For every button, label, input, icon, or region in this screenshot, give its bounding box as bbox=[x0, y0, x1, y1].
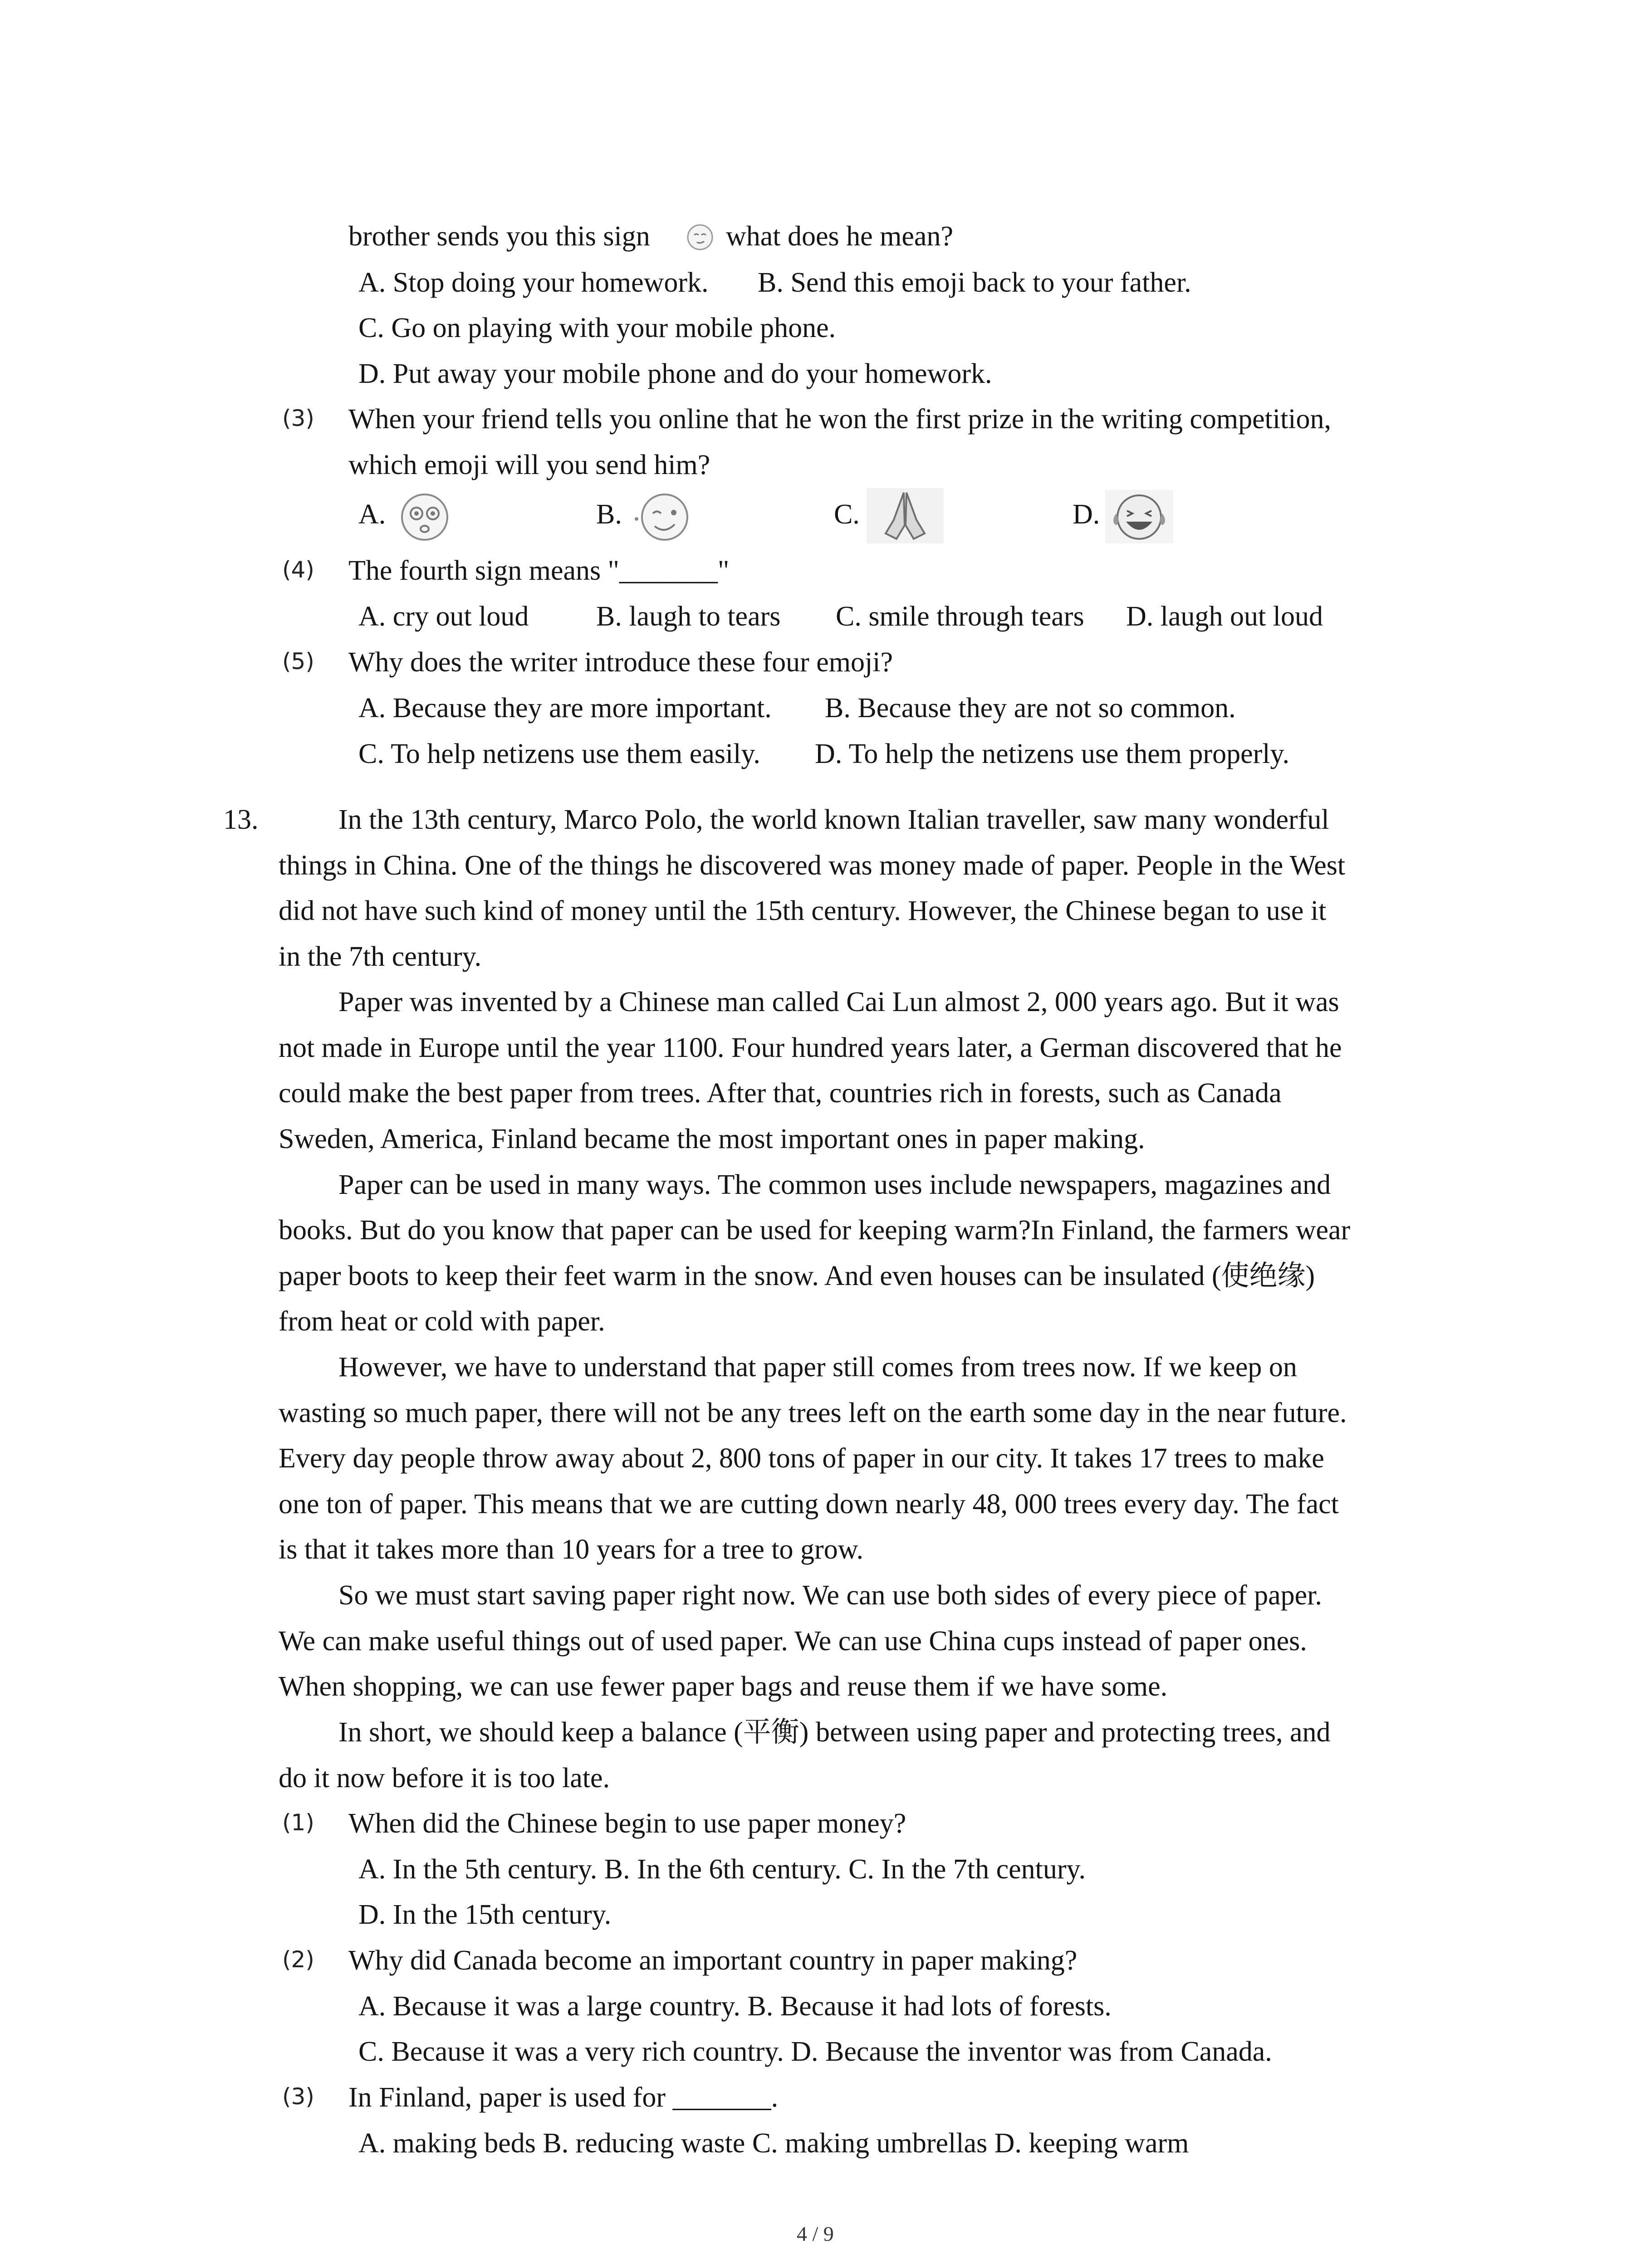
winking-face-icon bbox=[633, 491, 692, 543]
q12-5-option-a: A. Because they are more important. bbox=[358, 693, 772, 723]
q12-4-option-a: A. cry out loud bbox=[358, 601, 529, 632]
q12-intro-line bbox=[348, 222, 650, 250]
q12-3-text-line2: which emoji will you send him? bbox=[348, 450, 710, 480]
passage-line: In short, we should keep a balance (平衡) between using paper and protecting trees, and bbox=[338, 1717, 1331, 1748]
passage-line: books. But do you know that paper can be used for keeping warm?In Finland, the farmers wear bbox=[279, 1215, 1351, 1246]
q13-2-options-line2: C. Because it was a very rich country. D. Because the inventor was from Canada. bbox=[358, 2036, 1272, 2067]
passage-line: things in China. One of the things he discovered was money made of paper. People in the West bbox=[279, 850, 1346, 881]
q13-2-options-line1: A. Because it was a large country. B. Because it had lots of forests. bbox=[358, 1991, 1112, 2022]
passage-line: do it now before it is too late. bbox=[279, 1763, 610, 1794]
passage-line: not made in Europe until the year 1100. Four hundred years later, a German discovered that he bbox=[279, 1032, 1342, 1063]
q12-4-option-c: C. smile through tears bbox=[836, 601, 1084, 632]
q12-2-option-b: B. Send this emoji back to your father. bbox=[758, 267, 1191, 298]
q12-3-option-d: D. bbox=[1073, 499, 1100, 530]
q12-5-option-d: D. To help the netizens use them properly. bbox=[815, 738, 1289, 769]
passage-line: could make the best paper from trees. After that, countries rich in forests, such as Canada bbox=[279, 1078, 1282, 1109]
folded-hands-icon bbox=[867, 488, 944, 543]
q13-1-options-line2: D. In the 15th century. bbox=[358, 1899, 612, 1930]
q12-2-option-c: C. Go on playing with your mobile phone. bbox=[358, 313, 836, 343]
q13-2-text: Why did Canada become an important country in paper making? bbox=[348, 1945, 1078, 1976]
passage-line: one ton of paper. This means that we are cutting down nearly 48, 000 trees every day. The fact bbox=[279, 1489, 1339, 1520]
passage-line: Every day people throw away about 2, 800 tons of paper in our city. It takes 17 trees to make bbox=[279, 1443, 1324, 1474]
passage-line: Paper can be used in many ways. The common uses include newspapers, magazines and bbox=[338, 1169, 1331, 1200]
q13-1-number: (1) bbox=[282, 1809, 314, 1836]
q13-1-options-line1: A. In the 5th century. B. In the 6th century. C. In the 7th century. bbox=[358, 1854, 1086, 1885]
q12-intro-tail: what does he mean? bbox=[726, 221, 953, 252]
passage-line: When shopping, we can use fewer paper bags and reuse them if we have some. bbox=[279, 1671, 1168, 1702]
q12-4-option-d: D. laugh out loud bbox=[1126, 601, 1323, 632]
q12-3-option-c: C. bbox=[834, 499, 860, 530]
passage-line: paper boots to keep their feet warm in the snow. And even houses can be insulated (使绝缘) bbox=[279, 1261, 1315, 1291]
q12-3-option-b: B. bbox=[596, 499, 622, 530]
q12-5-option-c: C. To help netizens use them easily. bbox=[358, 738, 760, 769]
passage-line: In the 13th century, Marco Polo, the world known Italian traveller, saw many wonderful bbox=[338, 804, 1329, 835]
q13-2-number: (2) bbox=[282, 1946, 314, 1973]
q12-4-number: (4) bbox=[282, 557, 314, 583]
q12-5-number: (5) bbox=[282, 648, 314, 675]
q12-5-text: Why does the writer introduce these four emoji? bbox=[348, 647, 893, 678]
dizzy-face-icon bbox=[397, 491, 452, 543]
q13-3-number: (3) bbox=[282, 2083, 314, 2110]
passage-line: wasting so much paper, there will not be any trees left on the earth some day in the near future. bbox=[279, 1398, 1347, 1428]
q12-3-number: (3) bbox=[282, 405, 314, 431]
q13-3-options-line1: A. making beds B. reducing waste C. making umbrellas D. keeping warm bbox=[358, 2128, 1189, 2159]
q12-5-option-b: B. Because they are not so common. bbox=[825, 693, 1236, 723]
passage-line: So we must start saving paper right now. We can use both sides of every piece of paper. bbox=[338, 1580, 1322, 1611]
q12-4-option-b: B. laugh to tears bbox=[596, 601, 781, 632]
passage-line: We can make useful things out of used paper. We can use China cups instead of paper ones. bbox=[279, 1626, 1307, 1657]
passage-line: However, we have to understand that paper still comes from trees now. If we keep on bbox=[338, 1352, 1297, 1383]
q12-2-option-d: D. Put away your mobile phone and do your homework. bbox=[358, 358, 992, 389]
page-number: 4 / 9 bbox=[797, 2222, 834, 2245]
q12-intro-text: brother sends you this sign bbox=[348, 221, 650, 252]
q12-3-option-a: A. bbox=[358, 499, 386, 530]
passage-line: Sweden, America, Finland became the most important ones in paper making. bbox=[279, 1124, 1145, 1154]
q13-1-text: When did the Chinese begin to use paper money? bbox=[348, 1808, 906, 1839]
q12-3-text-line1: When your friend tells you online that he won the first prize in the writing competition, bbox=[348, 404, 1332, 435]
q12-2-option-a: A. Stop doing your homework. bbox=[358, 267, 709, 298]
q12-4-text: The fourth sign means "_______" bbox=[348, 555, 730, 586]
smirking-face-icon bbox=[686, 223, 714, 251]
passage-line: did not have such kind of money until the 15th century. However, the Chinese began to use it bbox=[279, 895, 1327, 926]
q13-3-text: In Finland, paper is used for _______. bbox=[348, 2082, 779, 2113]
q13-number: 13. bbox=[223, 804, 259, 835]
laughing-tears-icon bbox=[1105, 490, 1173, 543]
passage-line: in the 7th century. bbox=[279, 941, 482, 972]
passage-line: Paper was invented by a Chinese man called Cai Lun almost 2, 000 years ago. But it was bbox=[338, 987, 1339, 1017]
passage-line: from heat or cold with paper. bbox=[279, 1306, 605, 1337]
passage-line: is that it takes more than 10 years for a tree to grow. bbox=[279, 1534, 863, 1565]
